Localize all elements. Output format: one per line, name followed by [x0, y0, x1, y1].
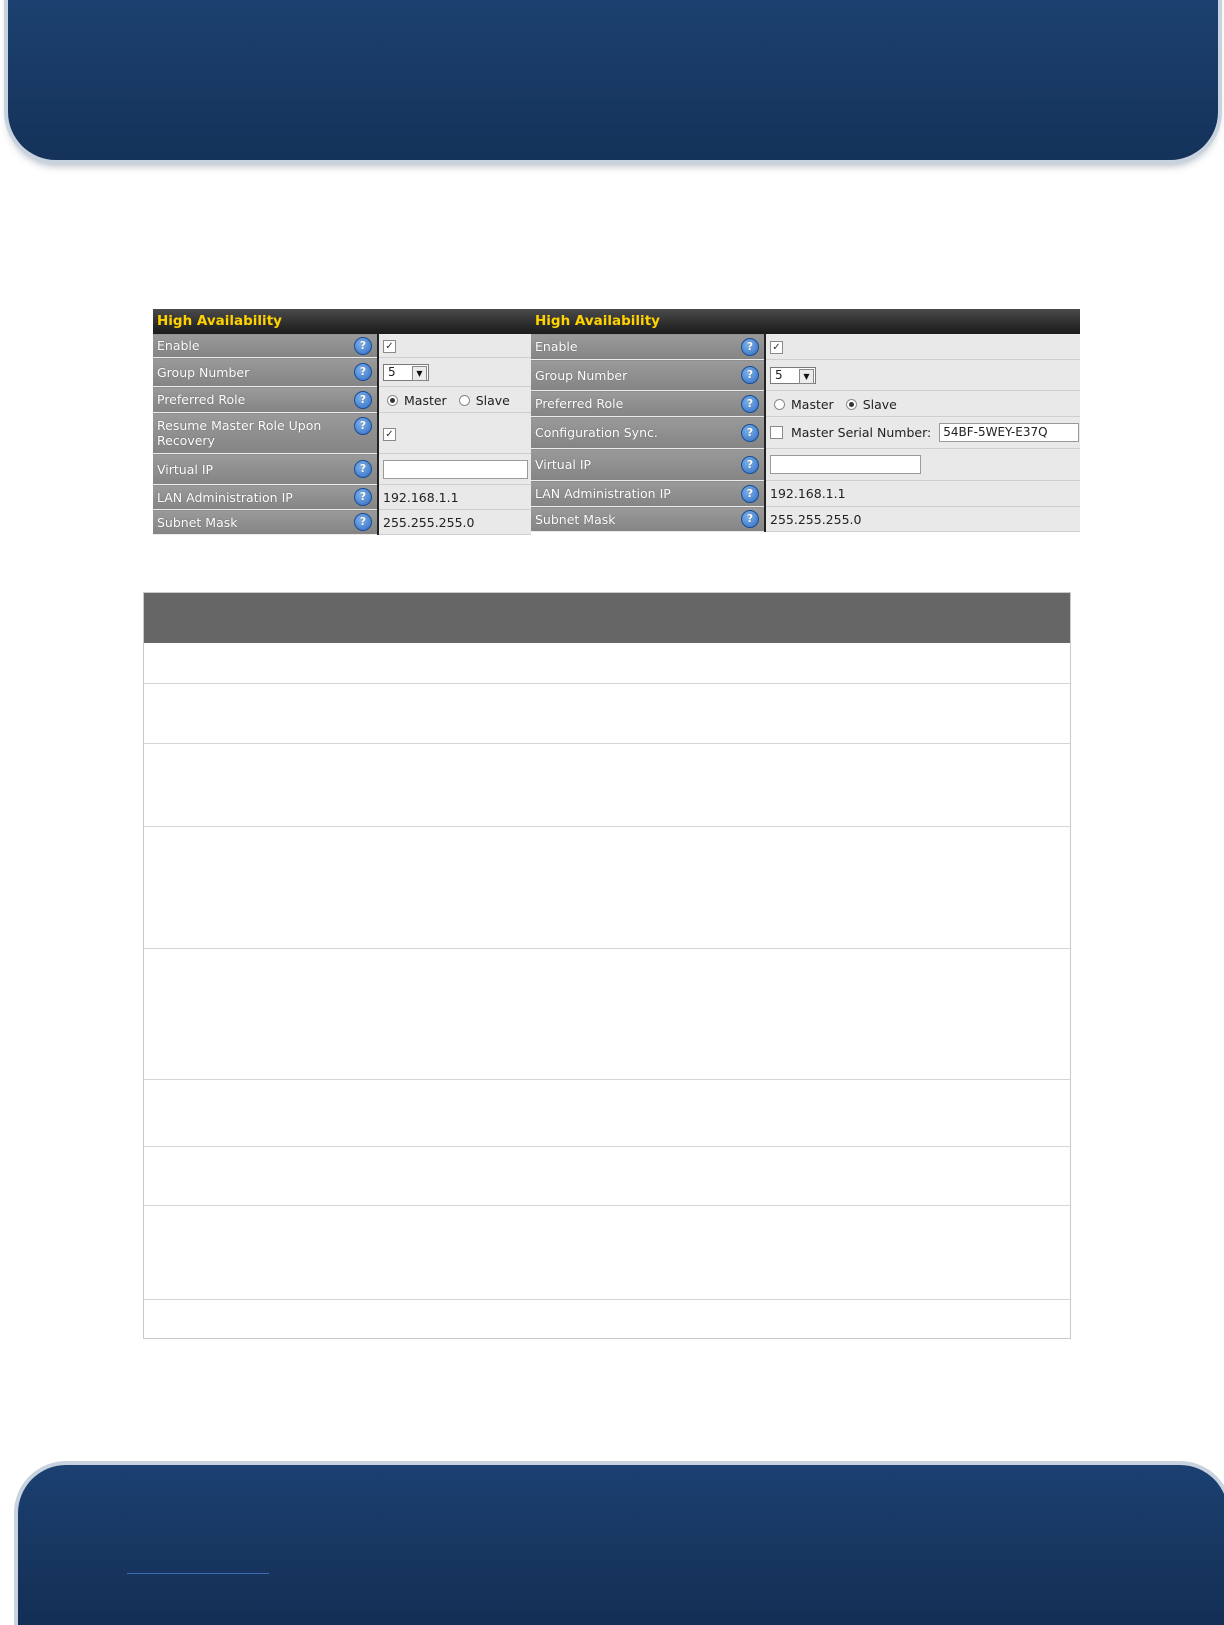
table-row [144, 1206, 1070, 1300]
footer-link-underline[interactable] [127, 1573, 269, 1574]
table-row [144, 1300, 1070, 1338]
panel-header [531, 309, 1080, 334]
help-icon[interactable]: ? [354, 391, 372, 409]
help-icon[interactable]: ? [741, 366, 759, 384]
subnet-mask-label: Subnet Mask [157, 514, 238, 530]
row-config-sync [531, 417, 1080, 449]
group-number-label: Group Number [535, 367, 628, 383]
preferred-role-label: Preferred Role [157, 392, 246, 407]
group-number-value: 5 [388, 364, 396, 379]
group-number-value: 5 [775, 367, 783, 382]
panel-title: High Availability [531, 309, 1080, 334]
row-enable [531, 334, 1080, 360]
ha-settings-panel-right [531, 309, 1080, 532]
help-icon[interactable]: ? [354, 417, 372, 435]
row-enable [153, 334, 531, 358]
help-icon[interactable]: ? [354, 460, 372, 478]
table-row [144, 827, 1070, 949]
help-icon[interactable]: ? [741, 510, 759, 528]
row-resume-master [153, 413, 531, 454]
virtual-ip-label: Virtual IP [535, 457, 592, 472]
help-icon[interactable]: ? [741, 424, 759, 442]
resume-master-checkbox[interactable]: ✓ [383, 428, 396, 441]
help-icon[interactable]: ? [354, 337, 372, 355]
lan-ip-value: 192.168.1.1 [383, 489, 459, 505]
lan-ip-label: LAN Administration IP [157, 489, 293, 505]
row-preferred-role [531, 391, 1080, 417]
preferred-role-label: Preferred Role [535, 396, 624, 411]
row-subnet-mask [531, 507, 1080, 532]
master-radio[interactable] [387, 395, 398, 406]
description-table-header [144, 593, 1070, 643]
help-icon[interactable]: ? [354, 363, 372, 381]
group-number-select[interactable] [383, 364, 429, 381]
virtual-ip-input[interactable] [383, 460, 528, 479]
master-radio[interactable] [774, 399, 785, 410]
config-sync-label: Configuration Sync. [535, 425, 658, 440]
settings-description-table [143, 592, 1071, 1339]
resume-master-label: Resume Master Role Upon Recovery [157, 418, 322, 448]
row-virtual-ip [531, 449, 1080, 481]
footer-banner [18, 1465, 1224, 1625]
subnet-mask-label: Subnet Mask [535, 511, 616, 527]
help-icon[interactable]: ? [354, 513, 372, 531]
help-icon[interactable]: ? [741, 338, 759, 356]
chevron-down-icon[interactable]: ▼ [799, 369, 814, 384]
subnet-mask-value: 255.255.255.0 [770, 511, 862, 527]
row-group-number [153, 358, 531, 387]
slave-radio-label: Slave [862, 396, 897, 412]
header-banner [8, 0, 1218, 160]
ha-settings-panel-left [153, 309, 531, 535]
slave-radio[interactable] [846, 399, 857, 410]
row-subnet-mask [153, 510, 531, 535]
help-icon[interactable]: ? [741, 395, 759, 413]
table-row [144, 1080, 1070, 1147]
slave-radio-label: Slave [475, 392, 510, 408]
help-icon[interactable]: ? [354, 488, 372, 506]
help-icon[interactable]: ? [741, 456, 759, 474]
row-lan-ip [531, 481, 1080, 507]
table-row [144, 1147, 1070, 1206]
enable-checkbox[interactable]: ✓ [383, 340, 396, 353]
master-radio-label: Master [791, 396, 834, 412]
table-row [144, 684, 1070, 744]
subnet-mask-value: 255.255.255.0 [383, 514, 475, 530]
table-row [144, 643, 1070, 684]
row-preferred-role [153, 387, 531, 413]
row-group-number [531, 360, 1080, 391]
enable-checkbox[interactable]: ✓ [770, 341, 783, 354]
slave-radio[interactable] [459, 395, 470, 406]
group-number-label: Group Number [157, 364, 250, 380]
virtual-ip-label: Virtual IP [157, 461, 214, 477]
help-icon[interactable]: ? [741, 485, 759, 503]
enable-label: Enable [535, 339, 578, 354]
table-row [144, 744, 1070, 827]
panel-header [153, 309, 531, 334]
master-radio-label: Master [404, 392, 447, 408]
table-row [144, 949, 1070, 1080]
row-virtual-ip [153, 454, 531, 485]
row-lan-ip [153, 485, 531, 510]
virtual-ip-input[interactable] [770, 455, 921, 474]
config-sync-checkbox[interactable] [770, 426, 783, 439]
enable-label: Enable [157, 338, 200, 353]
panel-title: High Availability [153, 309, 531, 334]
group-number-select[interactable] [770, 367, 816, 384]
lan-ip-value: 192.168.1.1 [770, 486, 846, 501]
lan-ip-label: LAN Administration IP [535, 486, 671, 501]
master-serial-label: Master Serial Number: [790, 425, 932, 440]
chevron-down-icon[interactable]: ▼ [412, 366, 427, 381]
master-serial-input[interactable]: 54BF-5WEY-E37Q [939, 423, 1079, 442]
